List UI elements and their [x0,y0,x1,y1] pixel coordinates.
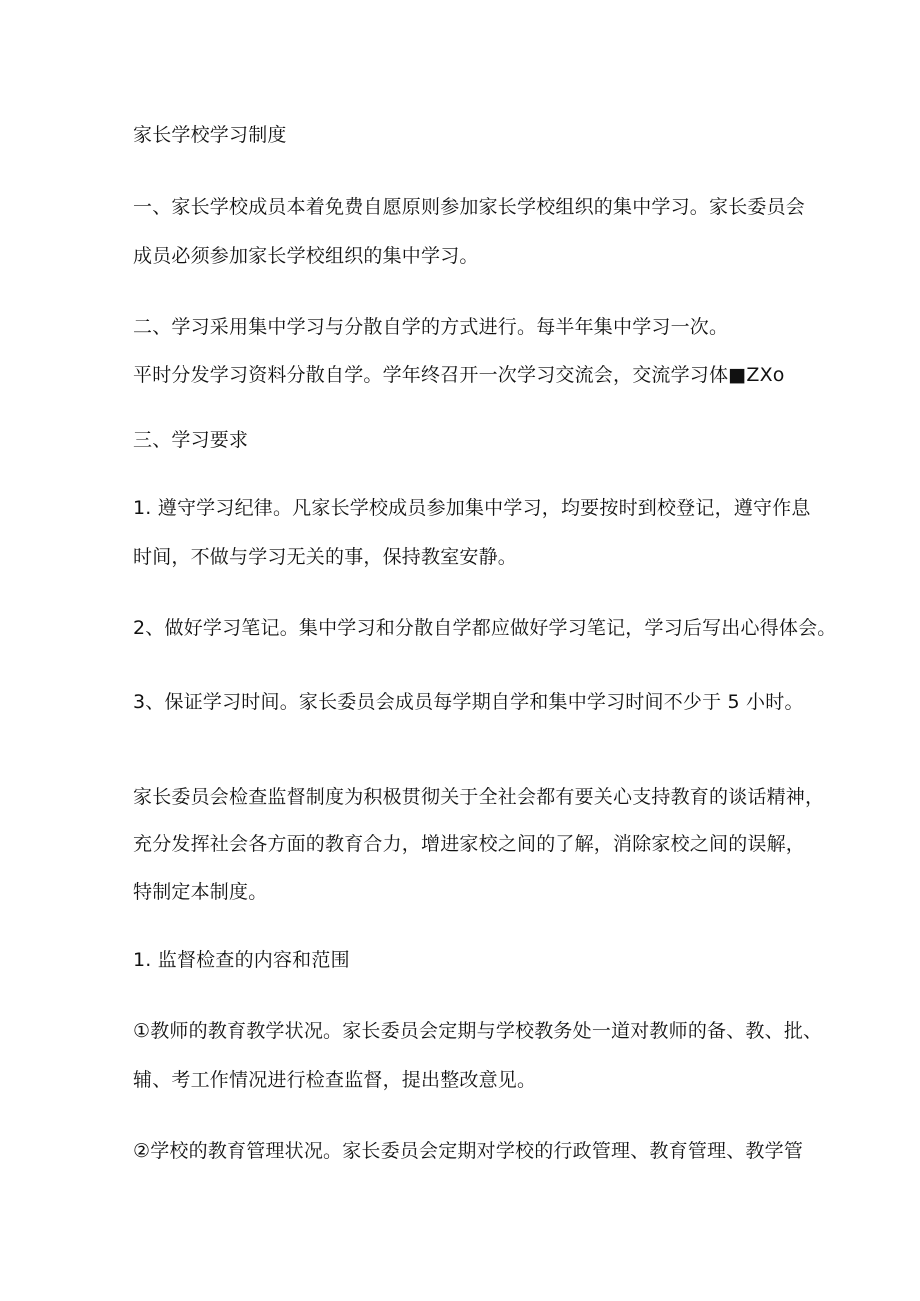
section-heading: 三、学习要求 [133,429,249,451]
paragraph-line: 一、家长学校成员本着免费自愿原则参加家长学校组织的集中学习。家长委员会 [133,196,806,218]
paragraph-line: 充分发挥社会各方面的教育合力，增进家校之间的了解，消除家校之间的误解， [133,833,806,855]
paragraph-line: 3、保证学习时间。家长委员会成员每学期自学和集中学习时间不少于 5 小时。 [133,691,804,713]
paragraph-line: 2、做好学习笔记。集中学习和分散自学都应做好学习笔记，学习后写出心得体会。 [133,617,837,639]
paragraph-line: 成员必须参加家长学校组织的集中学习。 [133,245,479,267]
paragraph-line: ②学校的教育管理状况。家长委员会定期对学校的行政管理、教育管理、教学管 [133,1140,804,1162]
paragraph-line: ①教师的教育教学状况。家长委员会定期与学校教务处一道对教师的备、教、批、 [133,1020,823,1042]
paragraph-line: 家长委员会检查监督制度为积极贯彻关于全社会都有要关心支持教育的谈话精神， [133,786,825,808]
section-heading: 1. 监督检查的内容和范围 [133,949,350,971]
paragraph-line: 二、学习采用集中学习与分散自学的方式进行。每半年集中学习一次。 [133,316,729,338]
paragraph-line: 1. 遵守学习纪律。凡家长学校成员参加集中学习，均要按时到校登记，遵守作息 [133,497,811,519]
paragraph-line: 时间，不做与学习无关的事，保持教室安静。 [133,546,518,568]
paragraph-line: 辅、考工作情况进行检查监督，提出整改意见。 [133,1069,537,1091]
paragraph-line: 平时分发学习资料分散自学。学年终召开一次学习交流会，交流学习体■ZXo [133,364,785,386]
paragraph-line: 特制定本制度。 [133,881,268,903]
document-title: 家长学校学习制度 [133,124,287,146]
